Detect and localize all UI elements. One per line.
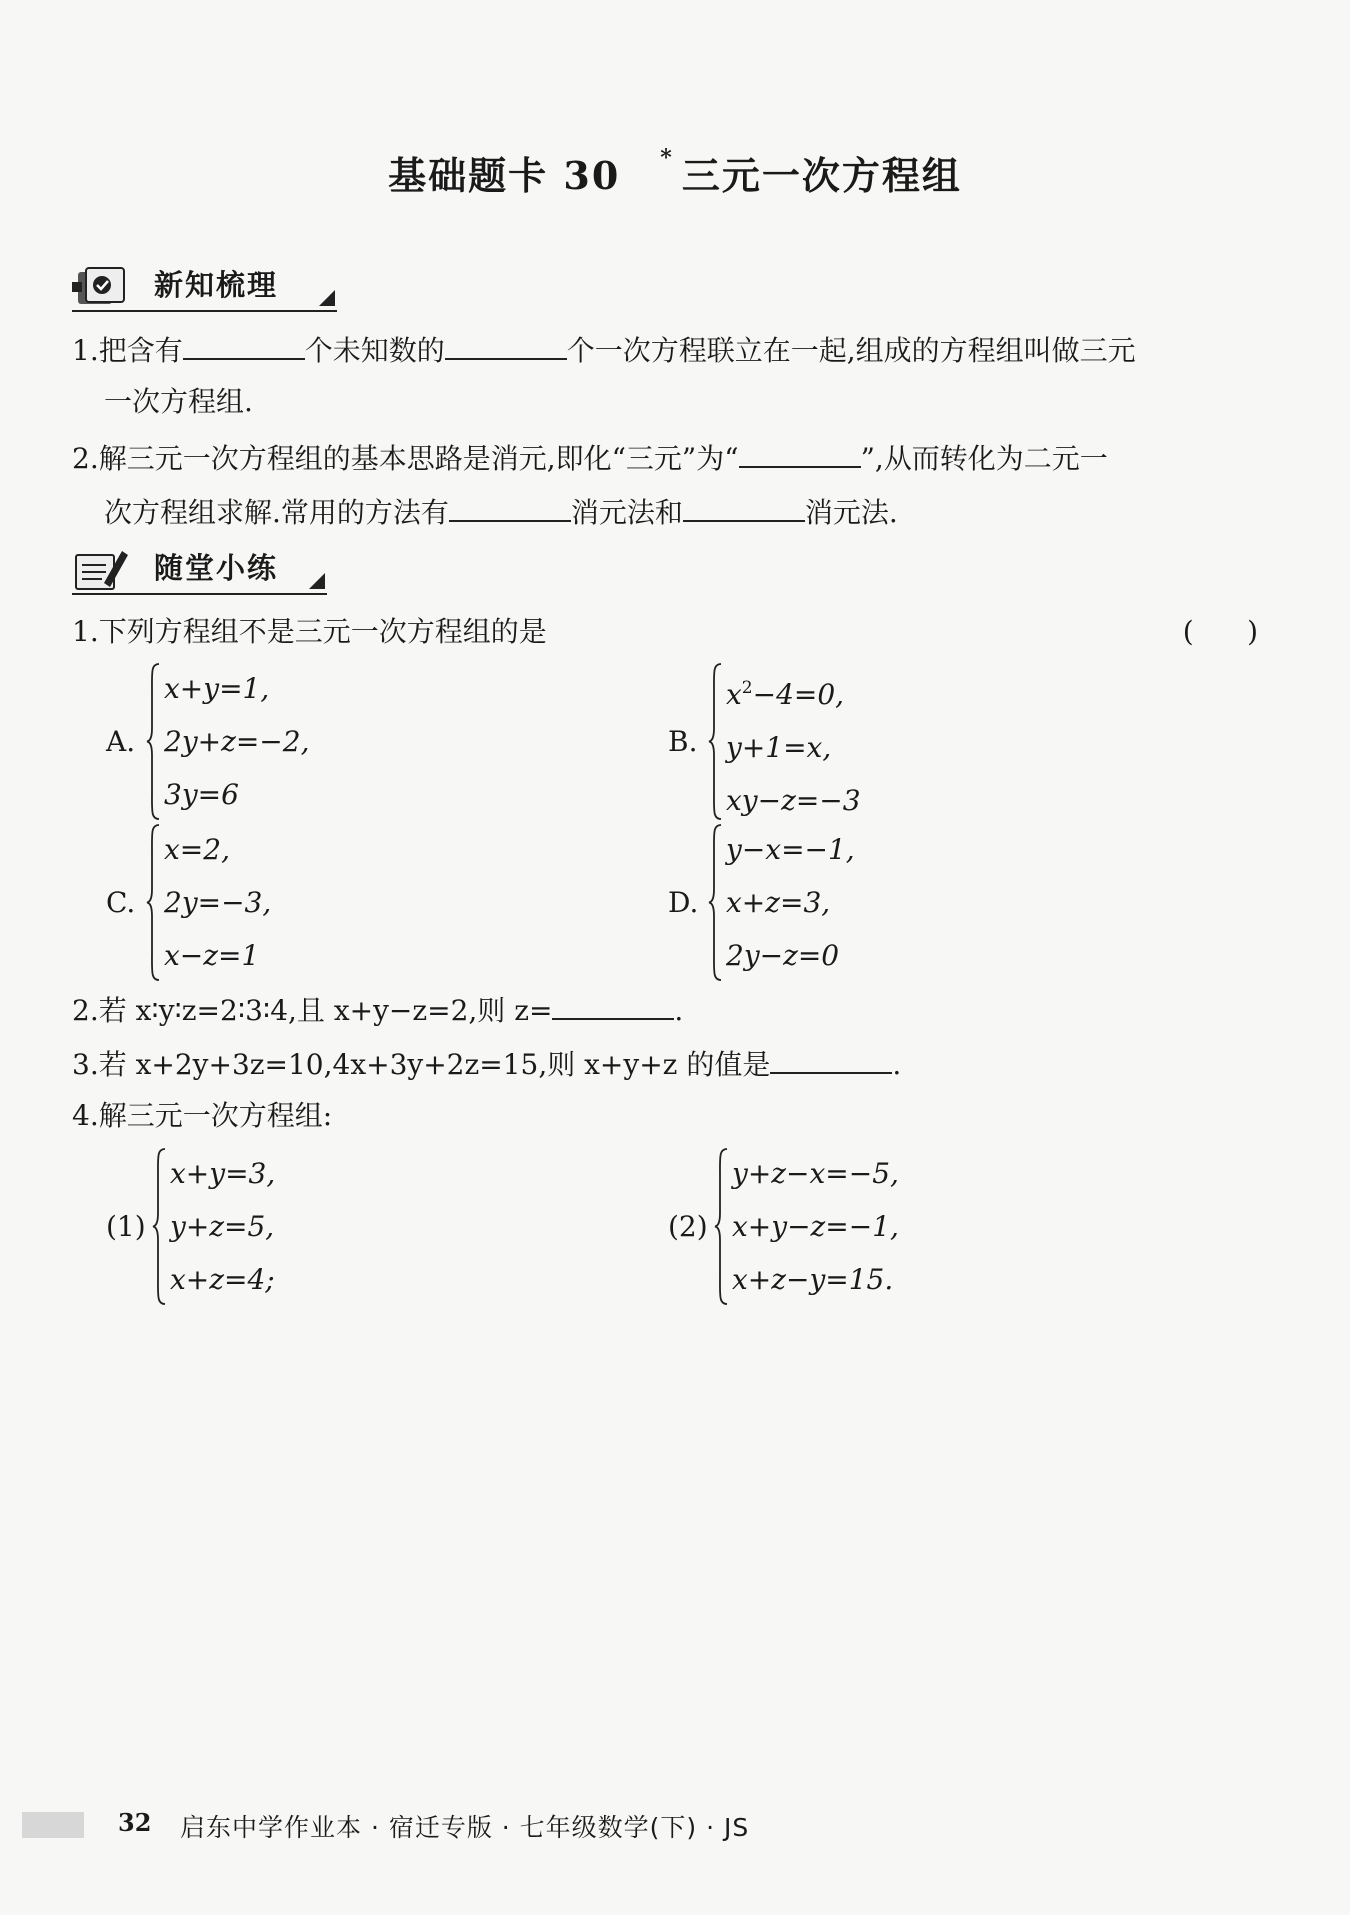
footer-text: 启东中学作业本 · 宿迁专版 · 七年级数学(下) · JS: [180, 1813, 750, 1842]
title-main: 基础题卡 30: [388, 153, 621, 198]
answer-blank[interactable]: [739, 436, 861, 468]
equation: xy−z=−3: [726, 784, 861, 817]
left-brace-icon: [714, 1147, 728, 1306]
knowledge-q2-line2: 次方程组求解.常用的方法有 消元法和 消元法.: [104, 490, 898, 533]
equation: x+z−y=15.: [732, 1263, 894, 1296]
equation: y−x=−1,: [726, 833, 855, 866]
system-1-label: (1): [106, 1210, 146, 1243]
option-c-label: C.: [106, 886, 136, 919]
option-a-label: A.: [106, 725, 136, 758]
equation: x+z=4;: [170, 1263, 275, 1296]
corner-triangle-icon: [319, 290, 335, 306]
knowledge-q1-line2: 一次方程组.: [104, 385, 253, 418]
equation: 2y−z=0: [726, 939, 840, 972]
answer-blank[interactable]: [183, 328, 305, 360]
equation: 2y+z=−2,: [164, 725, 310, 758]
left-brace-icon: [152, 1147, 166, 1306]
title-star: *: [660, 145, 674, 171]
equation: y+z=5,: [170, 1210, 275, 1243]
option-a-system: [106, 662, 526, 821]
section-header-new-knowledge: [72, 262, 337, 312]
page-title: [0, 145, 1350, 200]
section-title-practice: 随堂小练: [154, 551, 279, 585]
equation: y+z−x=−5,: [732, 1157, 899, 1190]
equation: x+y=1,: [164, 672, 270, 705]
page-number: 32: [118, 1808, 152, 1837]
left-brace-icon: [146, 662, 160, 821]
equation: x+y−z=−1,: [732, 1210, 899, 1243]
left-brace-icon: [146, 823, 160, 982]
system-2-label: (2): [668, 1210, 708, 1243]
practice-q4: 4.解三元一次方程组:: [72, 1099, 333, 1132]
equation: x+y=3,: [170, 1157, 276, 1190]
equation: y+1=x,: [726, 731, 832, 764]
answer-blank[interactable]: [449, 490, 571, 522]
title-topic: 三元一次方程组: [681, 153, 962, 198]
option-d-system: [668, 823, 1088, 982]
practice-q2: 2.若 x∶y∶z=2∶3∶4,且 x+y−z=2,则 z= .: [72, 988, 683, 1031]
corner-triangle-icon: [309, 573, 325, 589]
section-title-new-knowledge: 新知梳理: [154, 268, 279, 302]
option-d-label: D.: [668, 886, 699, 919]
answer-blank[interactable]: [770, 1042, 892, 1074]
equation: x+z=3,: [726, 886, 831, 919]
system-2: [668, 1147, 1088, 1306]
left-brace-icon: [708, 823, 722, 982]
equation: $x^2-4=0$,: [726, 678, 845, 711]
equation: x−z=1: [164, 939, 260, 972]
option-c-system: [106, 823, 526, 982]
answer-blank[interactable]: [445, 328, 567, 360]
page-footer: [0, 1808, 1350, 1848]
answer-blank[interactable]: [552, 988, 674, 1020]
knowledge-q2-line1: 2.解三元一次方程组的基本思路是消元,即化“三元”为“ ”,从而转化为二元一: [72, 436, 1108, 479]
footer-grey-bar: [22, 1812, 84, 1838]
answer-parentheses[interactable]: ( ): [1182, 615, 1258, 648]
notebook-check-icon: [72, 264, 132, 308]
equation: 2y=−3,: [164, 886, 272, 919]
left-brace-icon: [708, 662, 722, 821]
answer-blank[interactable]: [683, 490, 805, 522]
practice-q3: 3.若 x+2y+3z=10,4x+3y+2z=15,则 x+y+z 的值是 .: [72, 1042, 901, 1085]
section-header-practice: [72, 545, 327, 595]
notepad-pencil-icon: [72, 547, 132, 591]
equation: x=2,: [164, 833, 230, 866]
system-1: [106, 1147, 526, 1306]
option-b-system: [668, 662, 1088, 821]
knowledge-q1-line1: 1.把含有 个未知数的 个一次方程联立在一起,组成的方程组叫做三元: [72, 328, 1136, 371]
equation: 3y=6: [164, 778, 239, 811]
practice-q1: 1.下列方程组不是三元一次方程组的是: [72, 615, 547, 648]
option-b-label: B.: [668, 725, 698, 758]
